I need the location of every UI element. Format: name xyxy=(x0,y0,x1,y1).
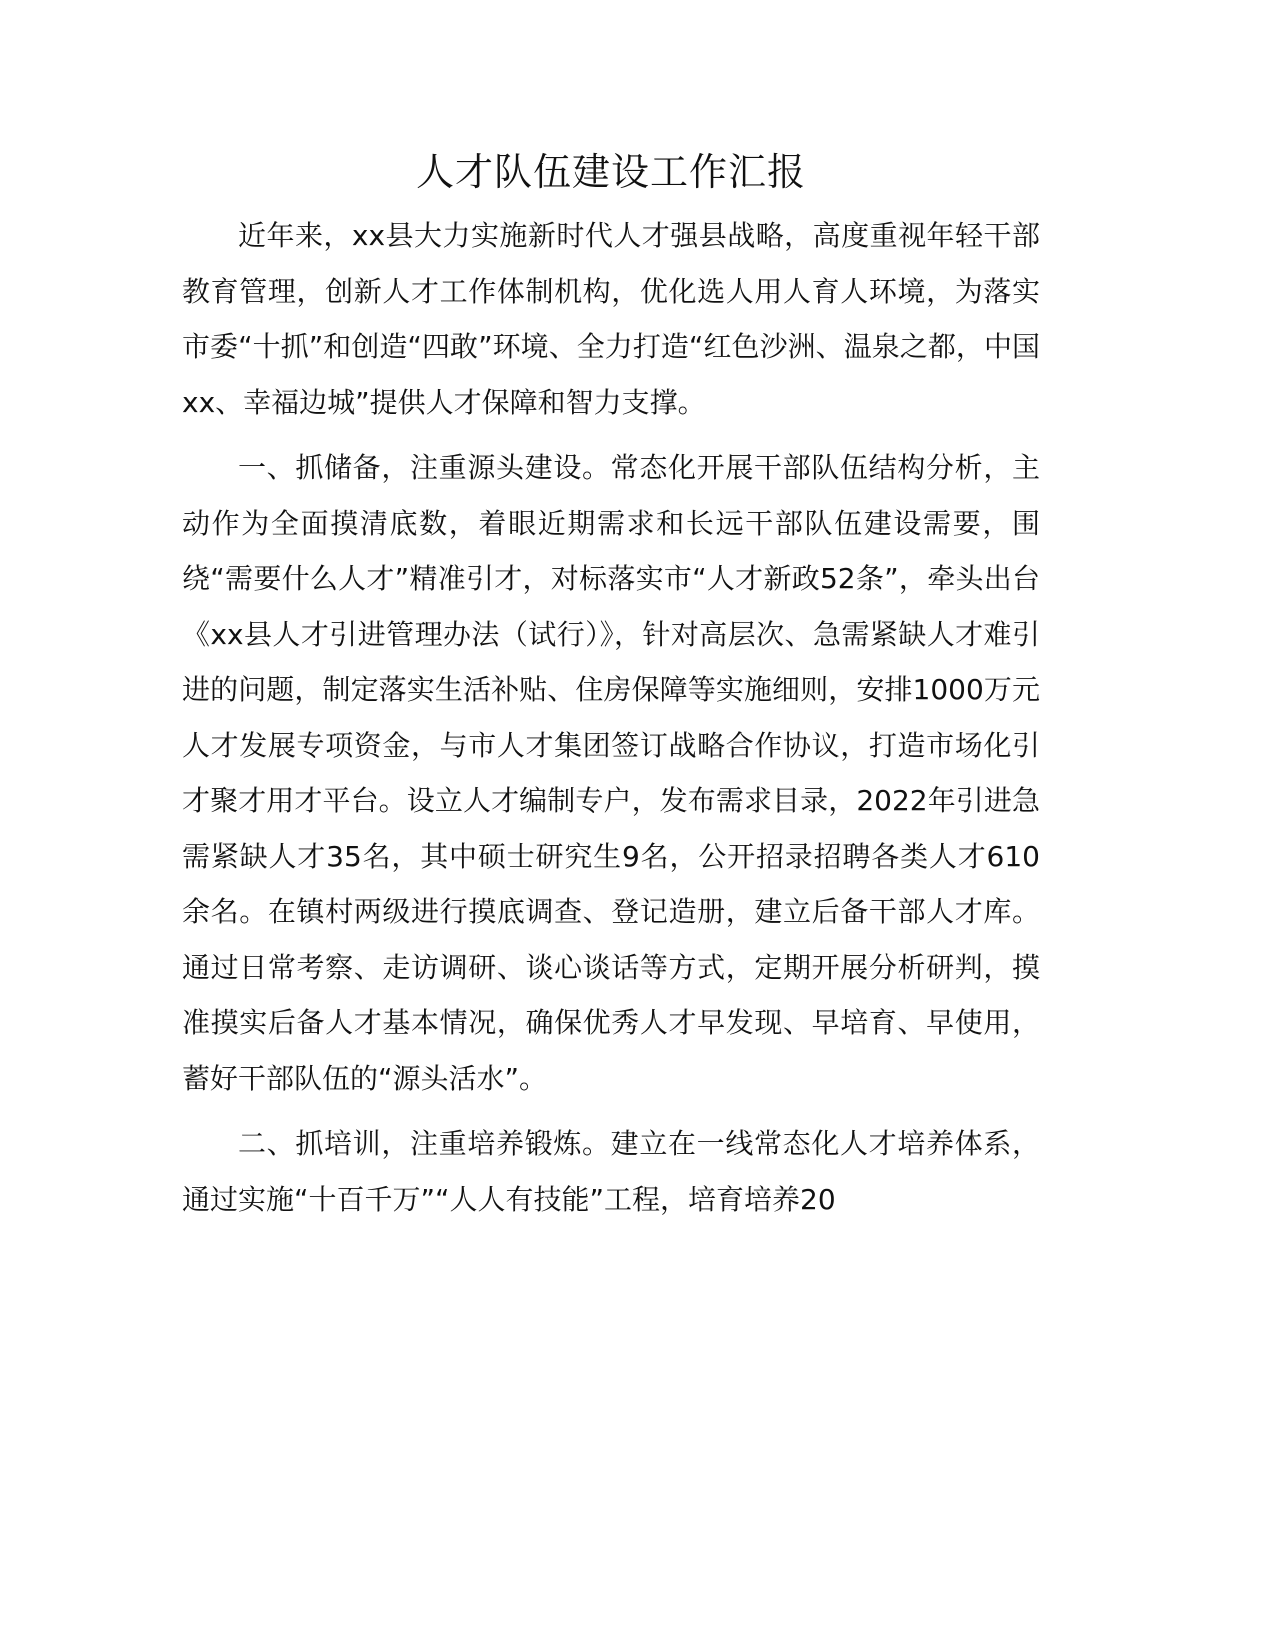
document-body xyxy=(182,140,1040,1227)
document-title: 人才队伍建设工作汇报 xyxy=(415,150,806,194)
paragraph-section-two: 二、抓培训，注重培养锻炼。建立在一线常态化人才培养体系，通过实施“十百千万”“人人有技能”工程，培育培养20 xyxy=(182,1127,1040,1216)
paragraph-intro: 近年来，xx县大力实施新时代人才强县战略，高度重视年轻干部教育管理，创新人才工作体制机构，优化选人用人育人环境，为落实市委“十抓”和创造“四敢”环境、全力打造“红色沙洲、温泉之都，中国xx、幸福边城”提供人才保障和智力支撑。 xyxy=(182,219,1040,419)
paragraph-section-one: 一、抓储备，注重源头建设。常态化开展干部队伍结构分析，主动作为全面摸清底数，着眼近期需求和长远干部队伍建设需要，围绕“需要什么人才”精准引才，对标落实市“人才新政52条”，牵头出台《xx县人才引进管理办法（试行）》，针对高层次、急需紧缺人才难引进的问题，制定落实生活补贴、住房保障等实施细则，安排1000万元人才发展专项资金，与市人才集团签订战略合作协议，打造市场化引才聚才用才平台。设立人才编制专户，发布需求目录，2022年引进急需紧缺人才35名，其中硕士研究生9名，公开招录招聘各类人才610余名。在镇村两级进行摸底调查、登记造册，建立后备干部人才库。通过日常考察、走访调研、谈心谈话等方式，定期开展分析研判，摸准摸实后备人才基本情况，确保优秀人才早发现、早培育、早使用，蓄好干部队伍的“源头活水”。 xyxy=(182,451,1040,1095)
